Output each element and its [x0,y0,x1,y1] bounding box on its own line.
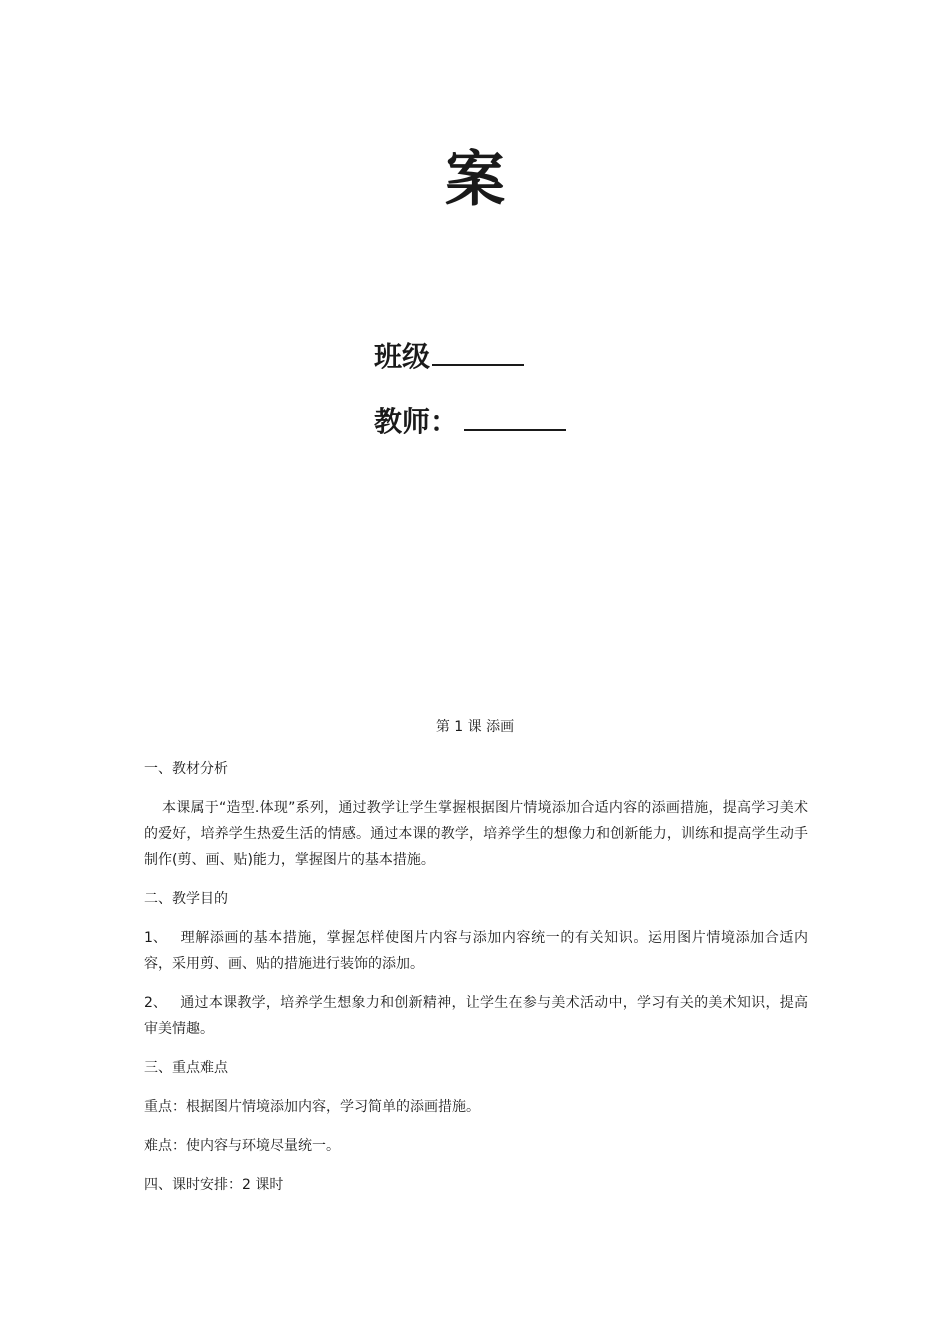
lesson-content [144,756,808,1211]
goal-2-number: 2、 [144,995,167,1011]
teacher-blank-line [464,407,566,431]
goal-item-2 [144,990,808,1042]
class-field [374,337,524,377]
key-point: 重点：根据图片情境添加内容，学习简单的添画措施。 [144,1099,480,1115]
teacher-field [374,402,566,442]
lesson-title: 第 1 课 添画 [435,719,515,735]
goal-item-1 [144,925,808,977]
cover-title: 案 [445,145,505,215]
analysis-paragraph: 本课属于“造型.体现”系列，通过教学让学生掌握根据图片情境添加合适内容的添画措施，提高学习美术的爱好，培养学生热爱生活的情感。通过本课的教学，培养学生的想像力和创新能力，训练和提高学生动手制作(剪、画、贴)能力，掌握图片的基本措施。 [144,800,808,868]
class-blank-line [432,342,524,366]
goal-1-number: 1、 [144,930,167,946]
teacher-label: 教师： [374,405,459,438]
difficult-point: 难点：使内容与环境尽量统一。 [144,1138,340,1154]
goal-2-text: 通过本课教学，培养学生想象力和创新精神，让学生在参与美术活动中，学习有关的美术知识，提高审美情趣。 [144,995,808,1037]
key-heading: 三、重点难点 [144,1060,228,1076]
goals-heading: 二、教学目的 [144,891,228,907]
schedule: 四、课时安排：2 课时 [144,1177,284,1193]
analysis-heading: 一、教材分析 [144,761,228,777]
goal-1-text: 理解添画的基本措施，掌握怎样使图片内容与添加内容统一的有关知识。运用图片情境添加合适内容，采用剪、画、贴的措施进行装饰的添加。 [144,930,808,972]
class-label: 班级 [374,340,431,373]
